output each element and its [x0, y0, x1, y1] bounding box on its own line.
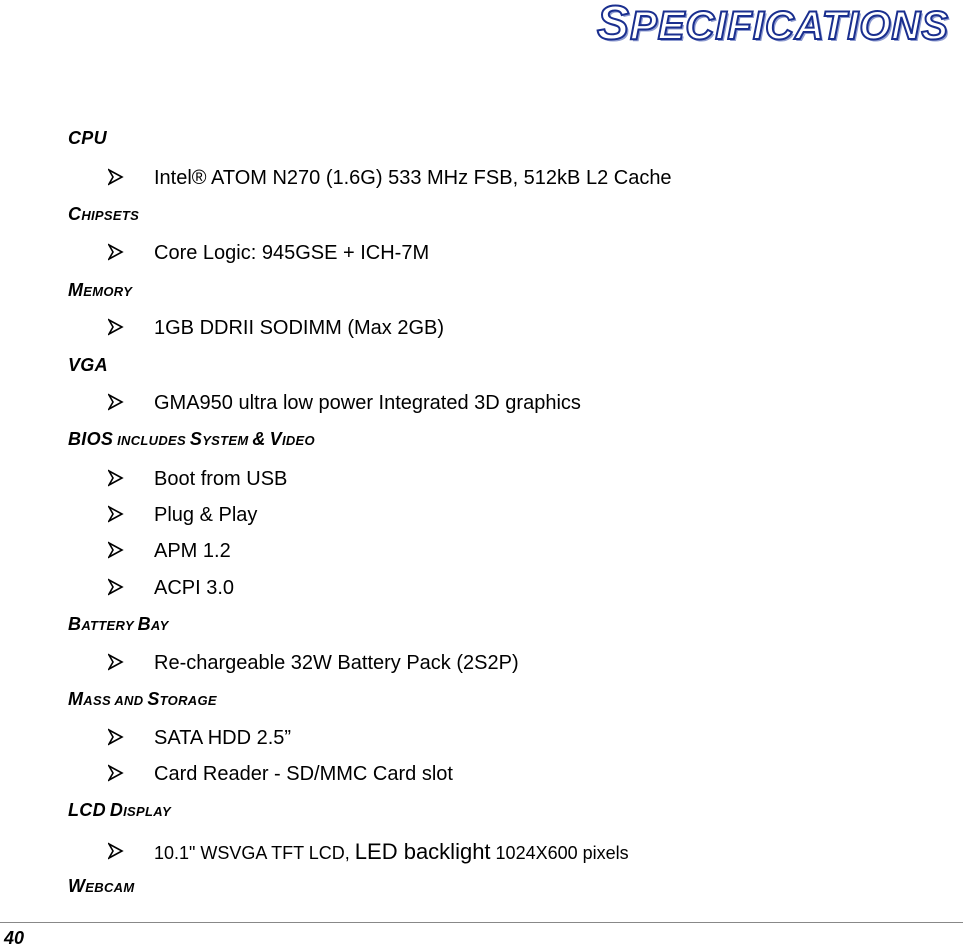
- page-title: SPECIFICATIONS: [597, 0, 949, 50]
- arrow-bullet-icon: [108, 840, 124, 862]
- list-item-text: 1GB DDRII SODIMM (Max 2GB): [154, 317, 445, 339]
- arrow-bullet-icon: [108, 391, 124, 413]
- arrow-bullet-icon: [108, 726, 124, 748]
- list-item-text: SATA HDD 2.5”: [154, 727, 292, 749]
- list-item-text: APM 1.2: [154, 540, 231, 562]
- section-heading-webcam: WEBCAM: [68, 876, 135, 896]
- arrow-bullet-icon: [108, 467, 124, 489]
- list-item-text: [154, 840, 629, 865]
- page-number: 40: [4, 928, 25, 948]
- list-item-text: GMA950 ultra low power Integrated 3D graphics: [154, 392, 581, 414]
- arrow-bullet-icon: [108, 762, 124, 784]
- section-heading-bios: BIOS INCLUDES SYSTEM & VIDEO: [68, 429, 315, 449]
- list-item-text: Card Reader - SD/MMC Card slot: [154, 763, 453, 785]
- arrow-bullet-icon: [108, 539, 124, 561]
- list-item-text: Core Logic: 945GSE + ICH-7M: [154, 242, 430, 264]
- list-item-text: Boot from USB: [154, 468, 288, 490]
- section-heading-battery-bay: BATTERY BAY: [68, 614, 169, 634]
- arrow-bullet-icon: [108, 241, 124, 263]
- footer-divider: [0, 922, 963, 923]
- arrow-bullet-icon: [108, 166, 124, 188]
- section-heading-chipsets: CHIPSETS: [68, 204, 140, 224]
- lcd-size-text: 10.1" WSVGA TFT LCD,: [154, 843, 355, 863]
- section-heading-mass-storage: MASS AND STORAGE: [68, 689, 217, 709]
- list-item-text: Re-chargeable 32W Battery Pack (2S2P): [154, 652, 519, 674]
- section-heading-lcd-display: LCD DISPLAY: [68, 800, 171, 820]
- lcd-backlight-text: LED backlight: [354, 839, 491, 864]
- lcd-resolution-text: 1024X600 pixels: [490, 843, 629, 863]
- arrow-bullet-icon: [108, 503, 124, 525]
- arrow-bullet-icon: [108, 576, 124, 598]
- list-item-text: Intel® ATOM N270 (1.6G) 533 MHz FSB, 512kB L2 Cache: [154, 167, 672, 189]
- list-item-text: Plug & Play: [154, 504, 258, 526]
- arrow-bullet-icon: [108, 651, 124, 673]
- arrow-bullet-icon: [108, 316, 124, 338]
- list-item-text: ACPI 3.0: [154, 577, 235, 599]
- section-heading-memory: MEMORY: [68, 280, 133, 300]
- section-heading-cpu: CPU: [68, 128, 107, 148]
- section-heading-vga: VGA: [68, 355, 108, 375]
